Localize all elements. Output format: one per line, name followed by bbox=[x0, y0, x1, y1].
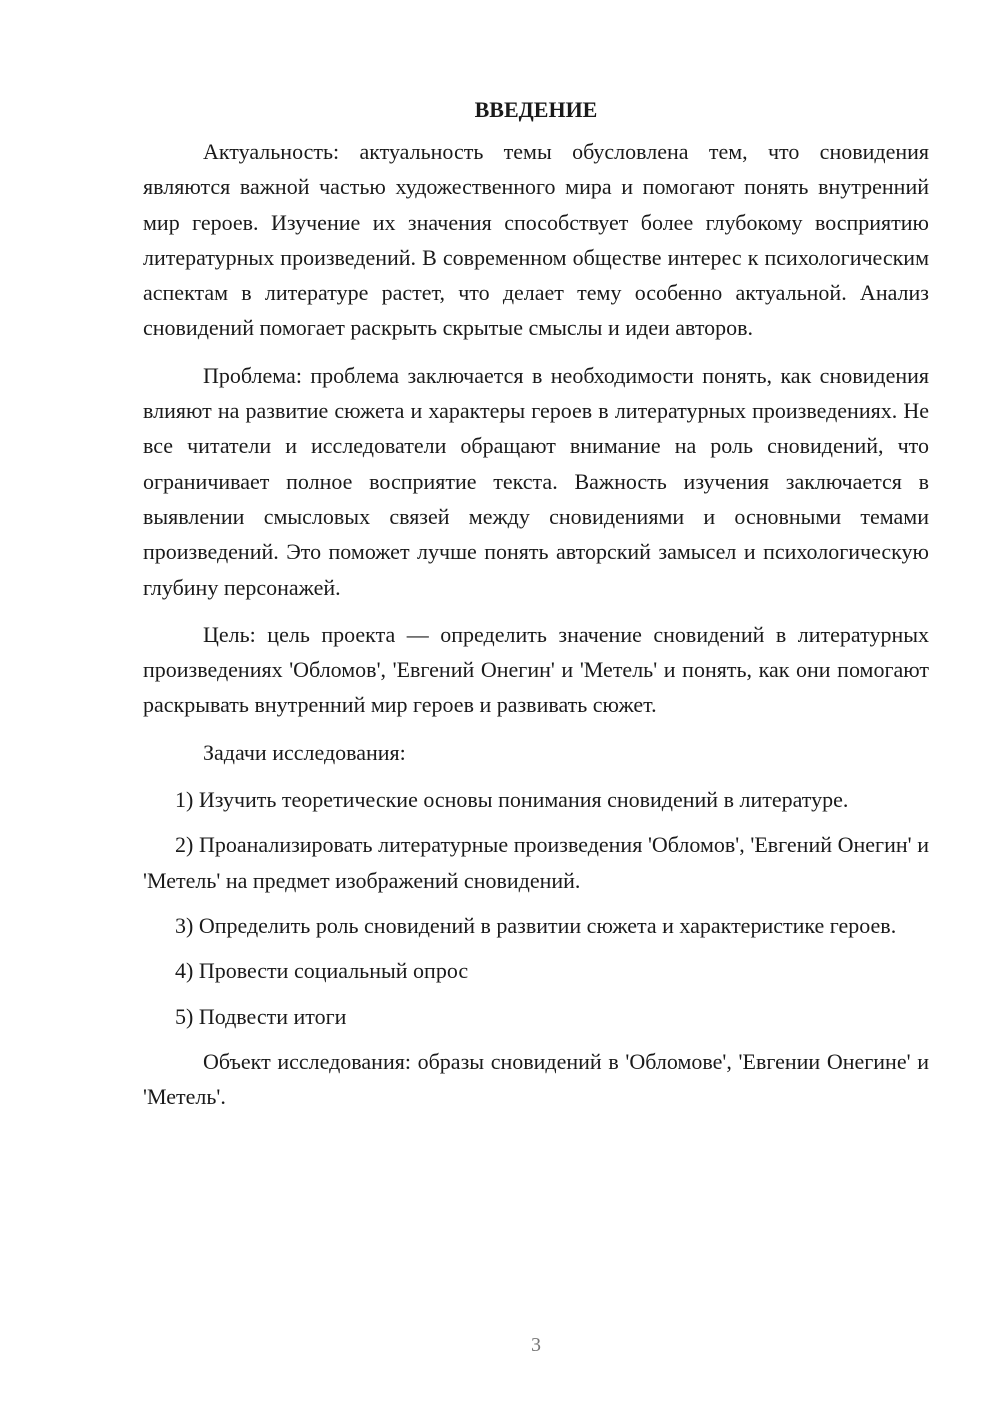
task-item-2: 2) Проанализировать литературные произведения 'Обломов', 'Евгений Онегин' и 'Метель' на предмет изображений сновидений. bbox=[143, 832, 929, 893]
task-item-4: 4) Провести социальный опрос bbox=[175, 958, 469, 984]
page-number: 3 bbox=[531, 1334, 541, 1356]
document-page bbox=[143, 94, 929, 1126]
paragraph-research-object: Объект исследования: образы сновидений в 'Обломове', 'Евгении Онегине' и 'Метель'. bbox=[143, 1048, 929, 1110]
paragraph-relevance: Актуальность: актуальность темы обусловлена тем, что сновидения являются важной частью художественного мира и помогают понять внутренний мир героев. Изучение их значения способствует более глубокому восприятию литературных произведений. В современном обществе интерес к психологическим аспектам в литературе растет, что делает тему особенно актуальной. Анализ сновидений помогает раскрыть скрытые смыслы и идеи авторов. bbox=[143, 139, 929, 341]
paragraph-tasks-heading: Задачи исследования: bbox=[203, 739, 406, 765]
paragraph-goal: Цель: цель проекта — определить значение сновидений в литературных произведениях 'Обломов', 'Евгений Онегин' и 'Метель' и понять, как они помогают раскрывать внутренний мир героев и развивать сюжет. bbox=[143, 621, 929, 718]
paragraph-problem: Проблема: проблема заключается в необходимости понять, как сновидения влияют на развитие сюжета и характеры героев в литературных произведениях. Не все читатели и исследователи обращают внимание на роль сновидений, что ограничивает полное восприятие текста. Важность изучения заключается в выявлении смысловых связей между сновидениями и основными темами произведений. Это поможет лучше понять авторский замысел и психологическую глубину персонажей. bbox=[143, 362, 929, 600]
page-heading: ВВЕДЕНИЕ bbox=[474, 97, 598, 122]
task-item-1: 1) Изучить теоретические основы понимания сновидений в литературе. bbox=[175, 787, 849, 813]
task-item-5: 5) Подвести итоги bbox=[175, 1003, 347, 1029]
task-item-3: 3) Определить роль сновидений в развитии сюжета и характеристике героев. bbox=[175, 912, 897, 938]
